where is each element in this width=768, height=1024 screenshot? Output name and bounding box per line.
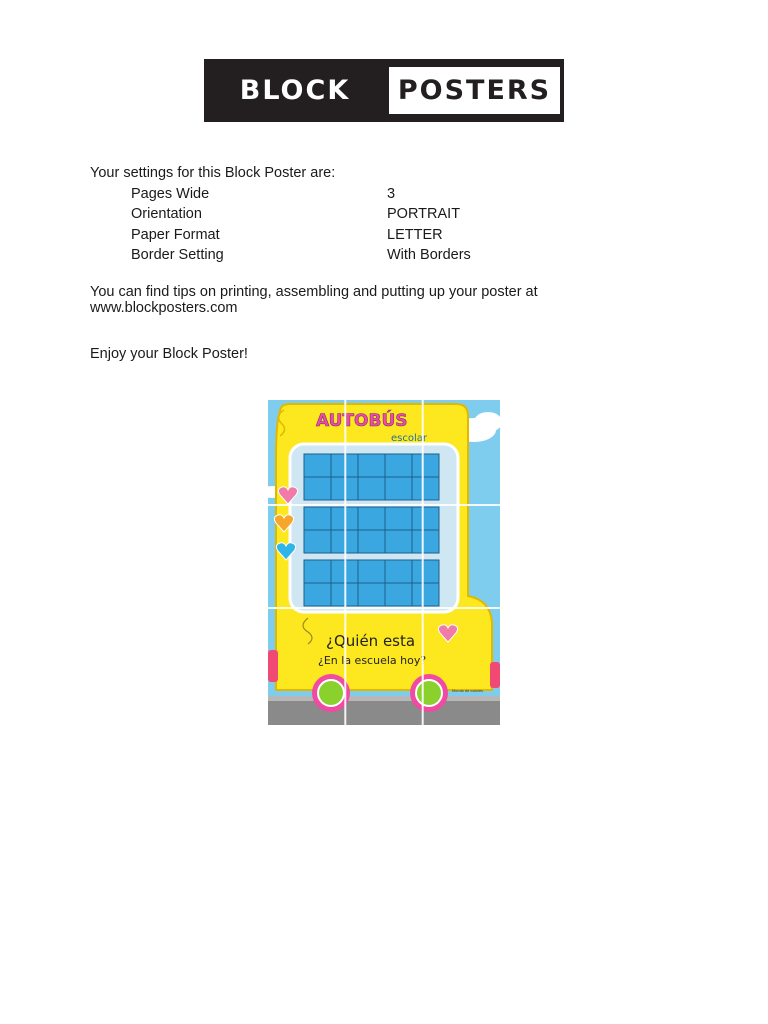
- poster-preview: [268, 400, 500, 725]
- poster-question-line2: ¿En la escuela hoy?: [318, 654, 427, 667]
- bus-window-row: [304, 507, 439, 553]
- tips-paragraph: [90, 285, 538, 316]
- poster-title: AUTOBÚS: [316, 411, 408, 431]
- setting-value-pages-wide: 3: [387, 186, 396, 202]
- wheel-icon: [410, 674, 448, 712]
- bus-window-grid: [304, 454, 439, 606]
- bus-window-row: [304, 560, 439, 606]
- enjoy-message: Enjoy your Block Poster!: [90, 346, 248, 362]
- setting-value-orientation: PORTRAIT: [387, 206, 461, 222]
- bus-bumper-right: [490, 662, 500, 688]
- tips-url[interactable]: www.blockposters.com: [90, 299, 238, 316]
- wheel-icon: [312, 674, 350, 712]
- setting-label-border-setting: Border Setting: [131, 247, 224, 263]
- poster-road: [268, 700, 500, 725]
- logo-word-block: BLOCK: [239, 75, 351, 106]
- setting-label-pages-wide: Pages Wide: [131, 186, 210, 202]
- setting-value-border-setting: With Borders: [387, 247, 471, 263]
- setting-value-paper-format: LETTER: [387, 227, 443, 243]
- setting-label-paper-format: Paper Format: [131, 227, 220, 243]
- bus-bumper-left: [268, 650, 278, 682]
- poster-road-edge: [268, 696, 500, 701]
- bus-window-row: [304, 454, 439, 500]
- poster-credit: Mundo de colores: [452, 689, 483, 693]
- settings-intro: Your settings for this Block Poster are:: [90, 165, 336, 181]
- tips-line: You can find tips on printing, assembling and putting up your poster at: [90, 284, 538, 300]
- logo-word-posters: POSTERS: [389, 67, 560, 114]
- setting-label-orientation: Orientation: [131, 206, 202, 222]
- block-posters-logo: [204, 59, 564, 122]
- poster-subtitle: escolar: [391, 433, 427, 444]
- poster-preview-image: [268, 400, 500, 725]
- poster-question-line1: ¿Quién esta: [326, 632, 416, 650]
